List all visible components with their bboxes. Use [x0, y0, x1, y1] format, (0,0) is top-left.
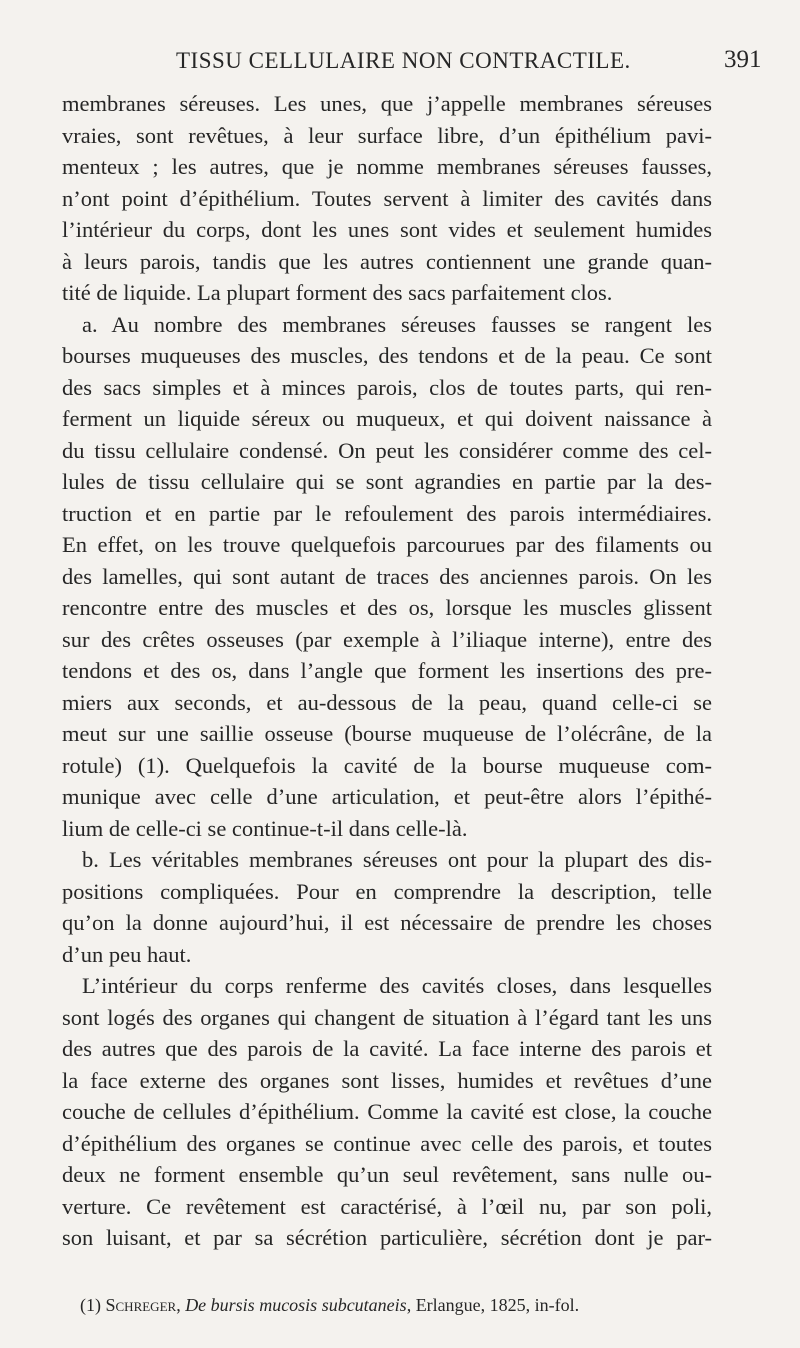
- text-line: deux ne forment ensemble qu’un seul revêtement, sans nulle ou-: [62, 1162, 712, 1187]
- text-line: rotule) (1). Quelquefois la cavité de la bourse muqueuse com-: [62, 752, 712, 778]
- text-line: du tissu cellulaire condensé. On peut les considérer comme des cel-: [62, 437, 712, 463]
- footnote-author: Schreger: [105, 1295, 177, 1315]
- footnote-title: De bursis mucosis subcutaneis: [185, 1295, 407, 1315]
- text-line: son luisant, et par sa sécrétion particulière, sécrétion dont je par-: [62, 1225, 712, 1250]
- text-line: des autres que des parois de la cavité. La face interne des parois et: [62, 1036, 712, 1061]
- text-line: a. Au nombre des membranes séreuses fausses se rangent les: [82, 311, 712, 337]
- footnote-marker: (1): [80, 1295, 101, 1315]
- text-line: membranes séreuses. Les unes, que j’appelle membranes séreuses: [62, 91, 712, 116]
- text-line: qu’on la donne aujourd’hui, il est nécessaire de prendre les choses: [62, 910, 712, 935]
- text-line: lules de tissu cellulaire qui se sont agrandies en partie par la des-: [62, 469, 712, 494]
- text-line: menteux ; les autres, que je nomme membranes séreuses fausses,: [62, 154, 712, 179]
- text-line: b. Les véritables membranes séreuses ont pour la plupart des dis-: [82, 847, 712, 872]
- text-line: L’intérieur du corps renferme des cavités closes, dans lesquelles: [82, 973, 712, 998]
- body-text: [62, 88, 712, 1254]
- text-line: des sacs simples et à minces parois, clos de toutes parts, qui ren-: [62, 374, 712, 400]
- text-line: tendons et des os, dans l’angle que forment les insertions des pre-: [62, 658, 712, 683]
- text-line: tité de liquide. La plupart forment des sacs parfaitement clos.: [62, 280, 613, 305]
- text-line: verture. Ce revêtement est caractérisé, à l’œil nu, par son poli,: [62, 1193, 712, 1219]
- running-title: TISSU CELLULAIRE NON CONTRACTILE.: [176, 48, 631, 73]
- text-line: à leurs parois, tandis que les autres contiennent une grande quan-: [62, 248, 712, 274]
- text-line: l’intérieur du corps, dont les unes sont vides et seulement humides: [62, 217, 712, 242]
- text-line: meut sur une saillie osseuse (bourse muqueuse de l’olécrâne, de la: [62, 721, 712, 746]
- text-line: des lamelles, qui sont autant de traces des anciennes parois. On les: [62, 563, 712, 589]
- text-line: sont logés des organes qui changent de situation à l’égard tant les uns: [62, 1004, 712, 1030]
- text-line: d’un peu haut.: [62, 941, 192, 967]
- text-line: En effet, on les trouve quelquefois parcourues par des filaments ou: [62, 532, 712, 557]
- text-line: couche de cellules d’épithélium. Comme la cavité est close, la couche: [62, 1099, 712, 1124]
- text-line: lium de celle-ci se continue-t-il dans celle-là.: [62, 815, 468, 841]
- text-line: rencontre entre des muscles et des os, lorsque les muscles glissent: [62, 595, 712, 620]
- text-line: truction et en partie par le refoulement des parois intermédiaires.: [62, 500, 712, 526]
- text-line: vraies, sont revêtues, à leur surface libre, d’un épithélium pavi-: [62, 122, 712, 148]
- text-line: positions compliquées. Pour en comprendre la description, telle: [62, 878, 712, 904]
- text-line: ferment un liquide séreux ou muqueux, et qui doivent naissance à: [62, 406, 712, 431]
- text-line: sur des crêtes osseuses (par exemple à l’iliaque interne), entre des: [62, 626, 712, 652]
- text-line: bourses muqueuses des muscles, des tendons et de la peau. Ce sont: [62, 343, 712, 368]
- text-line: munique avec celle d’une articulation, et peut-être alors l’épithé-: [62, 784, 712, 809]
- footnote: (1) Schreger, De bursis mucosis subcutaneis, Erlangue, 1825, in-fol.: [80, 1295, 580, 1315]
- page-header: [0, 48, 800, 88]
- text-line: d’épithélium des organes se continue avec celle des parois, et toutes: [62, 1130, 712, 1156]
- text-line: miers aux seconds, et au-dessous de la peau, quand celle-ci se: [62, 689, 712, 715]
- text-line: la face externe des organes sont lisses, humides et revêtues d’une: [62, 1067, 712, 1093]
- footnote-details: , Erlangue, 1825, in-fol.: [406, 1295, 580, 1315]
- page-number: 391: [724, 46, 762, 73]
- text-line: n’ont point d’épithélium. Toutes servent à limiter des cavités dans: [62, 185, 712, 211]
